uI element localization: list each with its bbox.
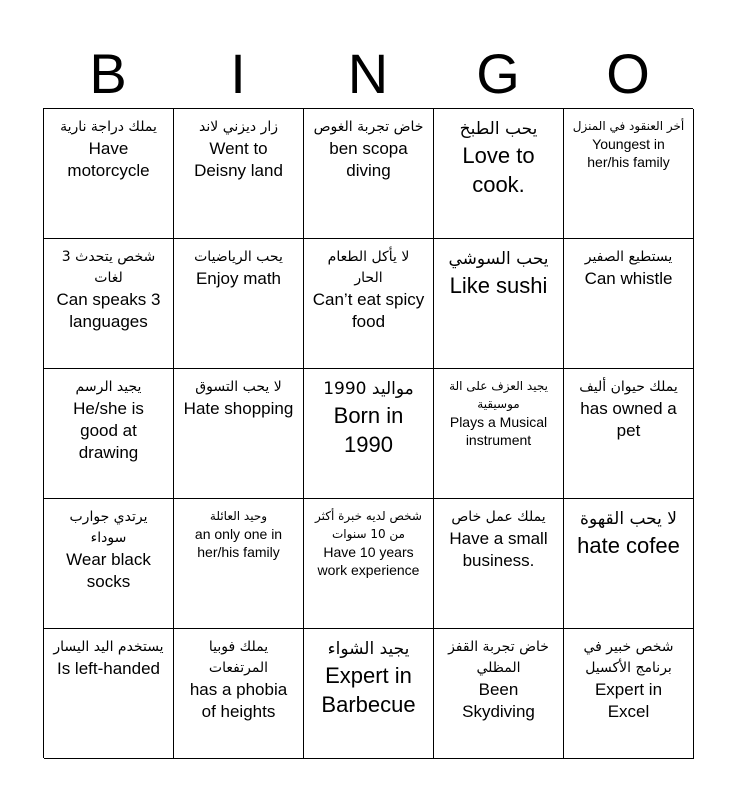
bingo-cell[interactable]	[44, 369, 174, 499]
cell-arabic-text: يجيد الرسم	[75, 379, 142, 395]
cell-arabic-text: شخص لديه خبرة أكثر من 10 سنوات	[315, 509, 422, 541]
cell-english-text: Can speaks 3 languages	[56, 290, 161, 331]
bingo-cell[interactable]	[434, 369, 564, 499]
bingo-cell[interactable]	[174, 109, 304, 239]
cell-arabic-text: يحب الرياضيات	[194, 249, 283, 265]
bingo-cell[interactable]	[304, 239, 434, 369]
cell-arabic-text: يحب الطبخ	[459, 119, 538, 139]
bingo-cell[interactable]	[44, 109, 174, 239]
bingo-cell[interactable]	[304, 369, 434, 499]
cell-arabic-text: يستطيع الصفير	[584, 249, 673, 265]
cell-english-text: Can whistle	[584, 269, 673, 288]
bingo-cell[interactable]	[434, 499, 564, 629]
cell-english-text: Been Skydiving	[462, 680, 535, 721]
bingo-header	[43, 40, 693, 108]
cell-english-text: Love to cook.	[462, 143, 535, 197]
cell-english-text: Enjoy math	[195, 269, 282, 288]
cell-english-text: Can’t eat spicy food	[312, 290, 425, 331]
cell-arabic-text: يجيد العزف على الة موسيقية	[449, 379, 548, 411]
cell-english-text: Hate shopping	[183, 399, 294, 418]
bingo-cell[interactable]	[174, 239, 304, 369]
bingo-cell[interactable]	[434, 109, 564, 239]
cell-english-text: Youngest in her/his family	[587, 136, 670, 170]
cell-arabic-text: يملك فوبيا المرتفعات	[208, 639, 269, 676]
cell-english-text: hate cofee	[577, 533, 680, 558]
cell-arabic-text: شخص خبير في برنامج الأكسيل	[583, 639, 674, 676]
bingo-cell[interactable]	[174, 499, 304, 629]
header-letter-b: B	[89, 42, 127, 105]
bingo-cell[interactable]	[564, 239, 694, 369]
cell-english-text: has a phobia of heights	[189, 680, 288, 721]
cell-arabic-text: لا يحب التسوق	[195, 379, 282, 395]
cell-arabic-text: يستخدم اليد اليسار	[53, 639, 164, 655]
bingo-cell[interactable]	[44, 499, 174, 629]
header-letter-o: O	[606, 42, 650, 105]
cell-english-text: He/she is good at drawing	[73, 399, 144, 462]
cell-english-text: Have motorcycle	[67, 139, 150, 180]
cell-arabic-text: لا يأكل الطعام الحار	[327, 249, 410, 286]
cell-english-text: Born in 1990	[333, 403, 404, 457]
cell-arabic-text: يحب السوشي	[448, 249, 549, 269]
cell-arabic-text: يملك حيوان أليف	[579, 379, 678, 395]
cell-english-text: Have 10 years work experience	[317, 544, 420, 578]
bingo-cell[interactable]	[44, 629, 174, 759]
cell-arabic-text: أخر العنقود في المنزل	[572, 119, 685, 133]
cell-english-text: Is left-handed	[56, 659, 160, 678]
cell-arabic-text: مواليد 1990	[323, 379, 414, 399]
bingo-cell[interactable]	[564, 369, 694, 499]
cell-english-text: Have a small business.	[449, 529, 548, 570]
bingo-cell[interactable]	[564, 629, 694, 759]
header-letter-g: G	[476, 42, 520, 105]
header-letter-n: N	[347, 42, 389, 105]
cell-english-text: Went to Deisny land	[194, 139, 283, 180]
bingo-cell[interactable]	[304, 109, 434, 239]
bingo-cell[interactable]	[434, 239, 564, 369]
cell-english-text: an only one in her/his family	[194, 526, 283, 560]
cell-arabic-text: يرتدي جوارب سوداء	[69, 509, 148, 546]
cell-english-text: Expert in Barbecue	[321, 663, 416, 717]
cell-arabic-text: خاض تجربة الغوص	[313, 119, 424, 135]
cell-arabic-text: لا يحب القهوة	[580, 509, 677, 529]
cell-arabic-text: وحيد العائلة	[209, 509, 268, 523]
cell-english-text: Like sushi	[449, 273, 548, 298]
bingo-cell[interactable]	[564, 109, 694, 239]
cell-arabic-text: يجيد الشواء	[327, 639, 410, 659]
cell-arabic-text: شخص يتحدث 3 لغات	[61, 249, 156, 286]
cell-arabic-text: خاض تجربة القفز المظلي	[448, 639, 549, 676]
cell-arabic-text: زار ديزني لاند	[199, 119, 278, 135]
cell-english-text: has owned a pet	[580, 399, 677, 440]
bingo-cell[interactable]	[434, 629, 564, 759]
cell-english-text: Plays a Musical instrument	[449, 414, 548, 448]
bingo-cell[interactable]	[44, 239, 174, 369]
bingo-cell[interactable]	[304, 629, 434, 759]
header-letter-i: I	[230, 42, 246, 105]
bingo-board	[43, 108, 693, 758]
bingo-cell[interactable]	[174, 629, 304, 759]
cell-english-text: ben scopa diving	[329, 139, 408, 180]
cell-arabic-text: يملك دراجة نارية	[60, 119, 157, 135]
bingo-cell[interactable]	[174, 369, 304, 499]
bingo-cell[interactable]	[304, 499, 434, 629]
bingo-cell[interactable]	[564, 499, 694, 629]
cell-arabic-text: يملك عمل خاص	[451, 509, 546, 525]
cell-english-text: Expert in Excel	[594, 680, 663, 721]
cell-english-text: Wear black socks	[66, 550, 151, 591]
